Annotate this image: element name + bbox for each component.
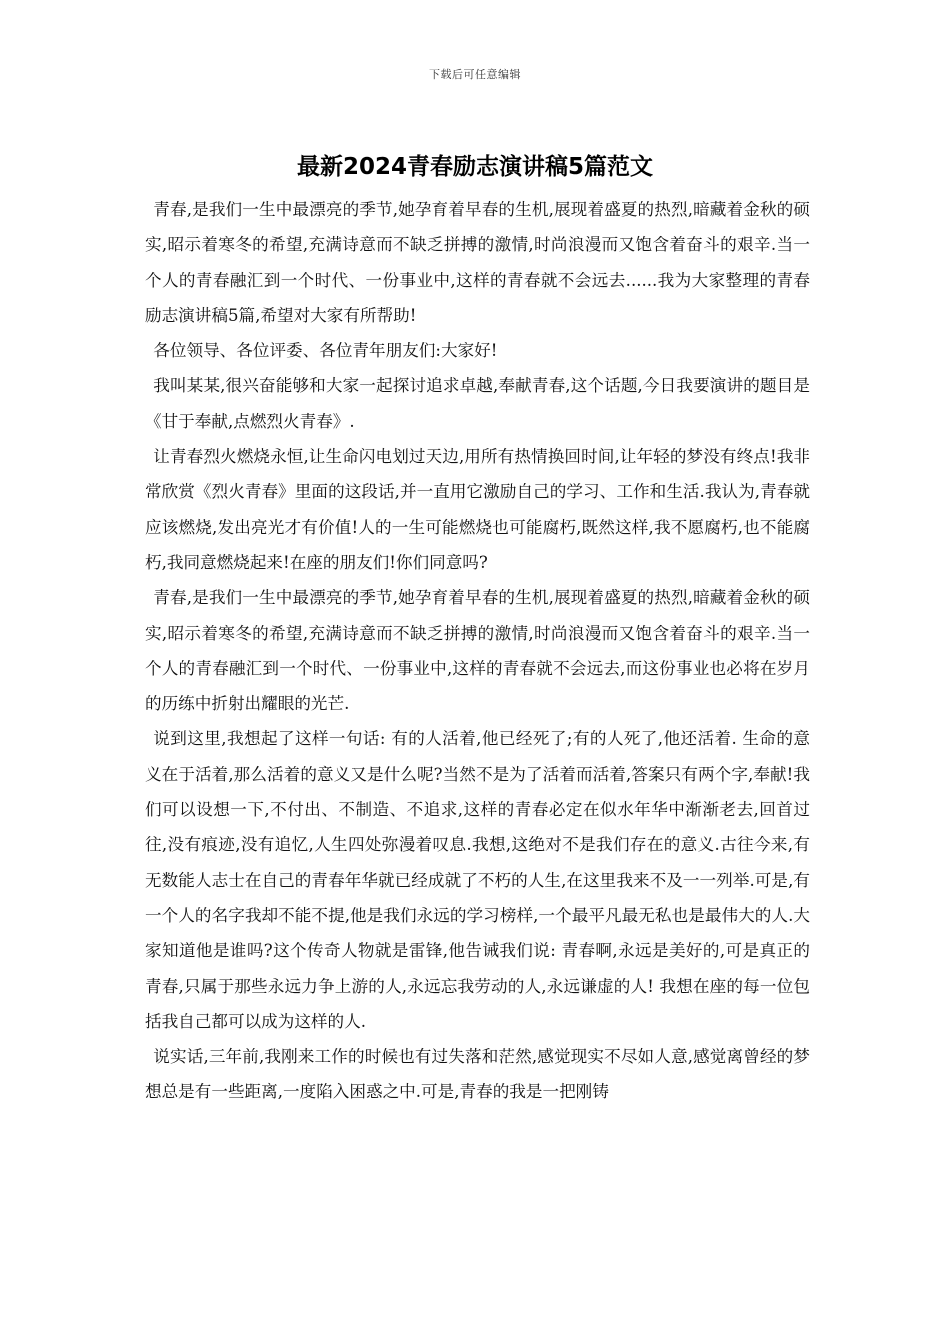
paragraph: 说实话,三年前,我刚来工作的时候也有过失落和茫然,感觉现实不尽如人意,感觉离曾经的梦想总是有一些距离,一度陷入困惑之中.可是,青春的我是一把刚铸 [145,1047,810,1102]
document-body [145,192,810,1110]
paragraph: 让青春烈火燃烧永恒,让生命闪电划过天边,用所有热情换回时间,让年轻的梦没有终点!我非常欣赏《烈火青春》里面的这段话,并一直用它激励自己的学习、工作和生活.我认为,青春就应该燃烧,发出亮光才有价值!人的一生可能燃烧也可能腐朽,既然这样,我不愿腐朽,也不能腐朽,我同意燃烧起来!在座的朋友们!你们同意吗? [145,447,810,572]
paragraph: 青春,是我们一生中最漂亮的季节,她孕育着早春的生机,展现着盛夏的热烈,暗藏着金秋的硕实,昭示着寒冬的希望,充满诗意而不缺乏拼搏的激情,时尚浪漫而又饱含着奋斗的艰辛.当一个人的青春融汇到一个时代、一份事业中,这样的青春就不会远去,而这份事业也必将在岁月的历练中折射出耀眼的光芒. [145,588,810,714]
document-title: 最新2024青春励志演讲稿5篇范文 [296,154,654,180]
paragraph: 说到这里,我想起了这样一句话: 有的人活着,他已经死了;有的人死了,他还活着. 生命的意义在于活着,那么活着的意义又是什么呢?当然不是为了活着而活着,答案只有两个字,奉献!我们可以设想一下,不付出、不制造、不追求,这样的青春必定在似水年华中渐渐老去,回首过往,没有痕迹,没有追忆,人生四处弥漫着叹息.我想,这绝对不是我们存在的意义.古往今来,有无数能人志士在自己的青春年华就已经成就了不朽的人生,在这里我来不及一一列举.可是,有一个人的名字我却不能不提,他是我们永远的学习榜样,一个最平凡最无私也是最伟大的人.大家知道他是谁吗?这个传奇人物就是雷锋,他告诫我们说: 青春啊,永远是美好的,可是真正的青春,只属于那些永远力争上游的人,永远忘我劳动的人,永远谦虚的人! 我想在座的每一位包括我自己都可以成为这样的人. [145,729,810,1031]
paragraph: 我叫某某,很兴奋能够和大家一起探讨追求卓越,奉献青春,这个话题,今日我要演讲的题目是《甘于奉献,点燃烈火青春》. [145,376,810,431]
paragraph: 各位领导、各位评委、各位青年朋友们:大家好! [153,341,498,361]
paragraph: 青春,是我们一生中最漂亮的季节,她孕育着早春的生机,展现着盛夏的热烈,暗藏着金秋的硕实,昭示着寒冬的希望,充满诗意而不缺乏拼搏的激情,时尚浪漫而又饱含着奋斗的艰辛.当一个人的青春融汇到一个时代、一份事业中,这样的青春就不会远去......我为大家整理的青春励志演讲稿5篇,希望对大家有所帮助! [145,200,810,325]
header-note: 下载后可任意编辑 [429,68,521,81]
